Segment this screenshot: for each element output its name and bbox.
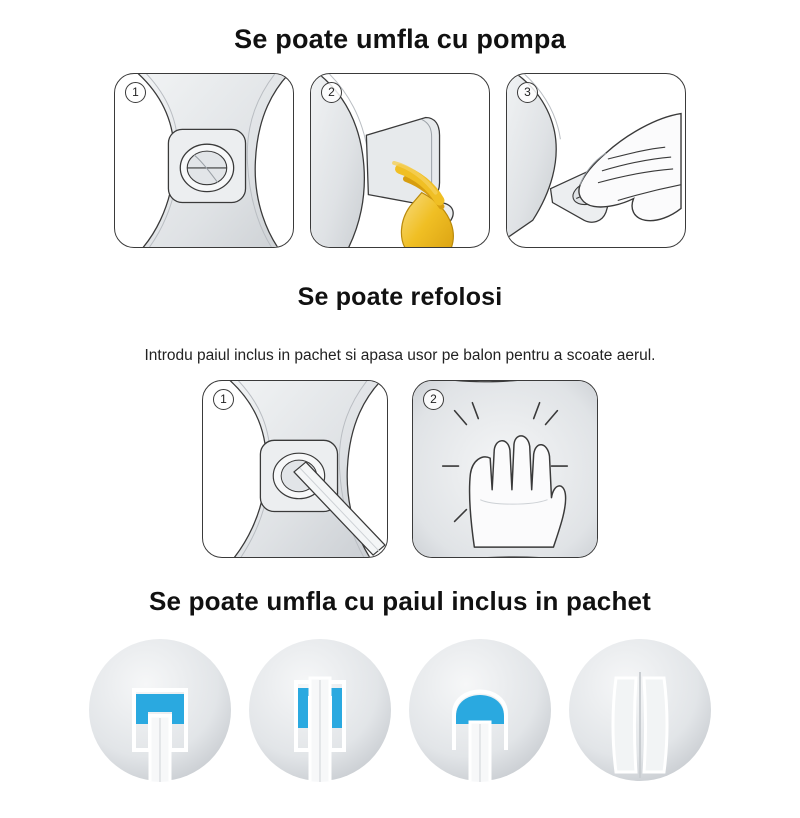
straw-step-4-illustration [568, 638, 712, 782]
hand-press-balloon-illustration [413, 381, 597, 557]
panel-pump-nozzle-inserted [310, 73, 490, 248]
panel-valve-closeup [114, 73, 294, 248]
pump-steps-row [0, 73, 800, 248]
step-badge: 1 [125, 82, 146, 103]
panel-straw-inserted-in-valve [202, 380, 388, 558]
step-badge: 1 [213, 389, 234, 410]
heading-inflate-with-straw: Se poate umfla cu paiul inclus in pachet [148, 585, 652, 616]
circle-straw-step-4 [568, 638, 712, 782]
straw-step-1-illustration [88, 638, 232, 782]
step-badge: 2 [321, 82, 342, 103]
reuse-instruction-text: Introdu paiul inclus in pachet si apasa usor pe balon pentru a scoate aerul. [144, 346, 656, 364]
straw-in-valve-illustration [203, 381, 387, 557]
straw-steps-row [0, 638, 800, 782]
heading-reusable: Se poate refolosi [297, 282, 503, 311]
straw-step-2-illustration [248, 638, 392, 782]
circle-straw-step-1 [88, 638, 232, 782]
step-badge: 2 [423, 389, 444, 410]
reuse-steps-row [0, 380, 800, 558]
circle-straw-step-3 [408, 638, 552, 782]
panel-hand-pressing-valve [506, 73, 686, 248]
circle-straw-step-2 [248, 638, 392, 782]
panel-hand-pressing-balloon [412, 380, 598, 558]
heading-inflate-with-pump: Se poate umfla cu pompa [234, 24, 566, 55]
instruction-infographic [0, 18, 800, 818]
step-badge: 3 [517, 82, 538, 103]
straw-step-3-illustration [408, 638, 552, 782]
